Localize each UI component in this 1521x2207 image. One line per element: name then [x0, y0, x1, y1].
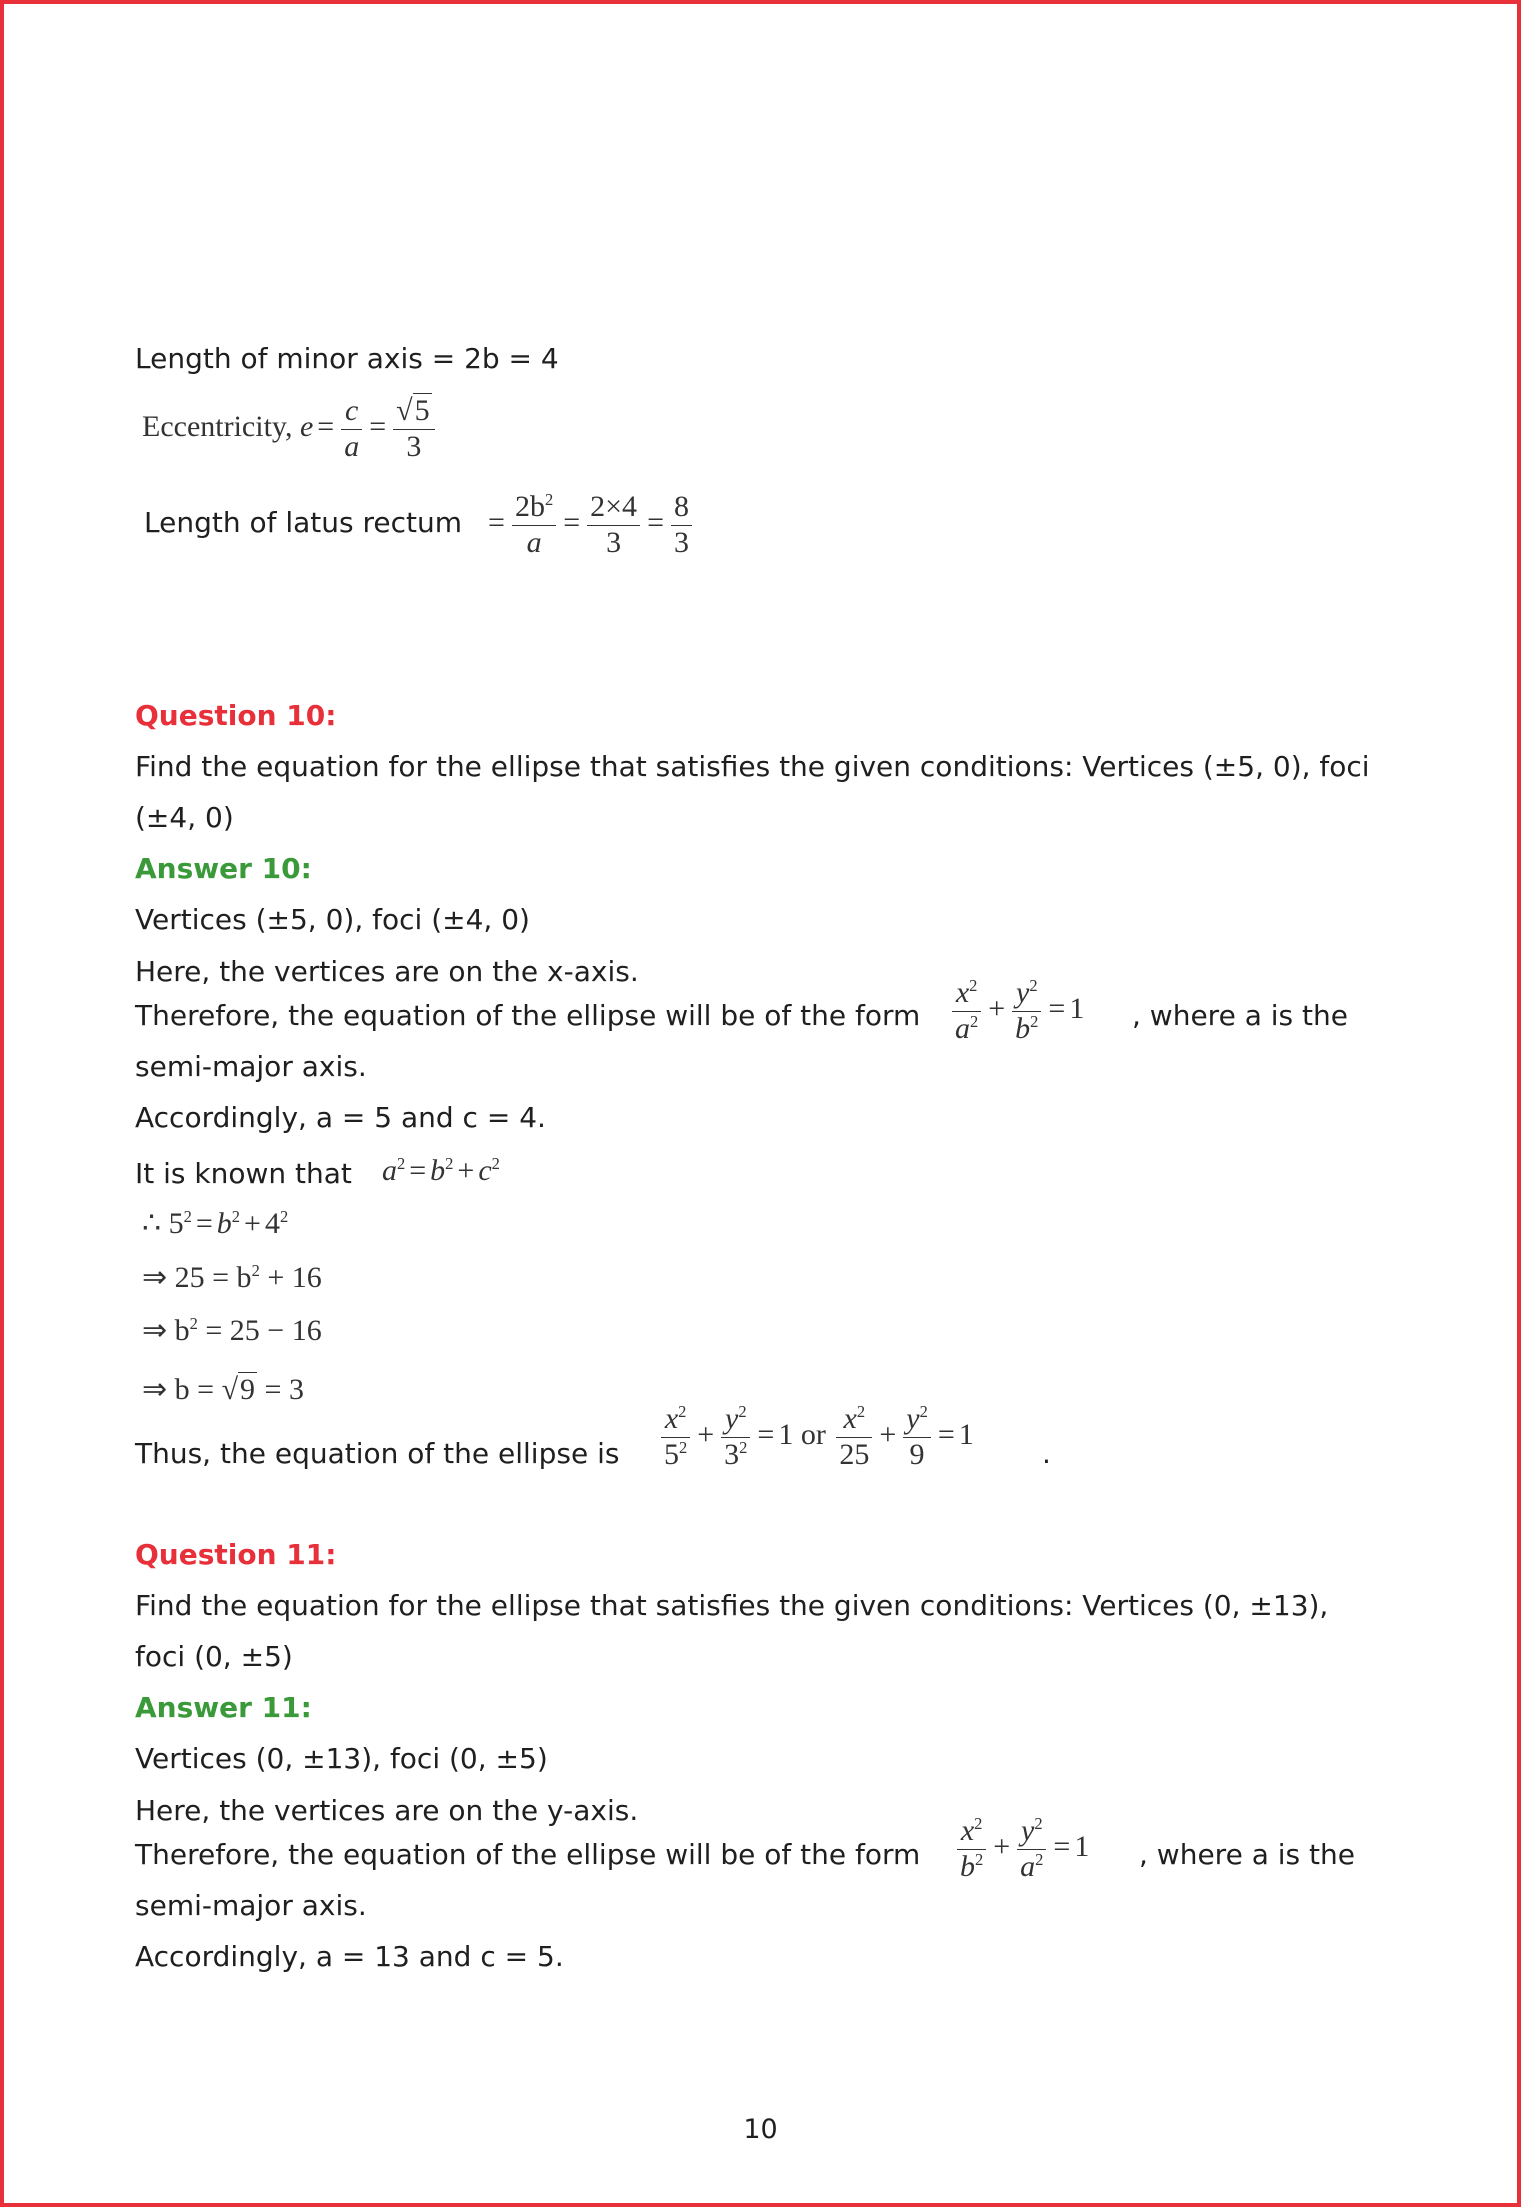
question-10-text-1: Find the equation for the ellipse that satisfies the given conditions: Vertices (±5, 0), foci [135, 750, 1370, 783]
answer-10-step-2: ⇒ $25 = b^2 + 16$ [142, 1261, 322, 1294]
answer-10-semi-major: semi-major axis. [135, 1050, 367, 1083]
answer-10-result-equation: $\frac{x^2}{5^2}$ + $\frac{y^2}{3^2}$ = 1 or $\frac{x^2}{25}$ + $\frac{y^2}{9}$ = 1 [658, 1402, 974, 1472]
answer-10-identity: $a^2 = b^2 + c^2$ [382, 1154, 500, 1187]
answer-10-form-intro: Therefore, the equation of the ellipse will be of the form [135, 999, 921, 1032]
page-number: 10 [743, 2114, 778, 2145]
question-10-heading: Question 10: [135, 699, 337, 732]
question-11-text-1: Find the equation for the ellipse that satisfies the given conditions: Vertices (0, ±13), [135, 1589, 1329, 1622]
eccentricity-label: Eccentricity, [142, 409, 293, 443]
answer-10-heading: Answer 10: [135, 852, 312, 885]
answer-10-step-3: ⇒ $b^2 = 25 - 16$ [142, 1314, 322, 1347]
question-10-text-2: (±4, 0) [135, 801, 234, 834]
root5-over-3: $\frac{√5}{3}$ [393, 394, 434, 464]
c-over-a: $\frac{c}{a}$ [341, 394, 362, 464]
answer-10-step-1: ∴ $5^2 = b^2 + 4^2$ [142, 1207, 289, 1240]
question-11-heading: Question 11: [135, 1538, 337, 1571]
answer-11-semi-major: semi-major axis. [135, 1889, 367, 1922]
answer-10-given: Vertices (±5, 0), foci (±4, 0) [135, 903, 530, 936]
answer-10-thus: Thus, the equation of the ellipse is [135, 1437, 620, 1470]
answer-10-vertices-axis: Here, the vertices are on the x-axis. [135, 955, 639, 988]
answer-10-accordingly: Accordingly, a = 5 and c = 4. [135, 1101, 546, 1134]
answer-11-form-suffix: , where a is the [1139, 1838, 1355, 1871]
answer-11-heading: Answer 11: [135, 1691, 312, 1724]
answer-11-given: Vertices (0, ±13), foci (0, ±5) [135, 1742, 548, 1775]
answer-10-form-suffix: , where a is the [1132, 999, 1348, 1032]
answer-10-known-that: It is known that [135, 1157, 352, 1190]
latus-rectum-formula: Length of latus rectum = $\frac{2b^2}{a}$ = $\frac{2\times 4}{3}$ = $\frac{8}{3}$ [144, 490, 695, 560]
answer-11-form-intro: Therefore, the equation of the ellipse will be of the form [135, 1838, 921, 1871]
answer-11-accordingly: Accordingly, a = 13 and c = 5. [135, 1940, 564, 1973]
eccentricity-formula: Eccentricity, e = $\frac{c}{a}$ = $\frac{√5}{3}$ [142, 394, 438, 464]
answer-10-step-4: ⇒ b = √9 = 3 [142, 1373, 304, 1406]
answer-10-standard-form: $\frac{x^2}{a^2}$ + $\frac{y^2}{b^2}$ = 1 [949, 976, 1084, 1046]
answer-10-period: . [1042, 1437, 1051, 1470]
answer-11-vertices-axis: Here, the vertices are on the y-axis. [135, 1794, 639, 1827]
eccentricity-var: e [299, 409, 314, 443]
answer-11-standard-form: $\frac{x^2}{b^2}$ + $\frac{y^2}{a^2}$ = 1 [954, 1814, 1089, 1884]
question-11-text-2: foci (0, ±5) [135, 1640, 293, 1673]
latus-label: Length of latus rectum [144, 505, 463, 539]
minor-axis-line: Length of minor axis = 2b = 4 [135, 342, 559, 375]
